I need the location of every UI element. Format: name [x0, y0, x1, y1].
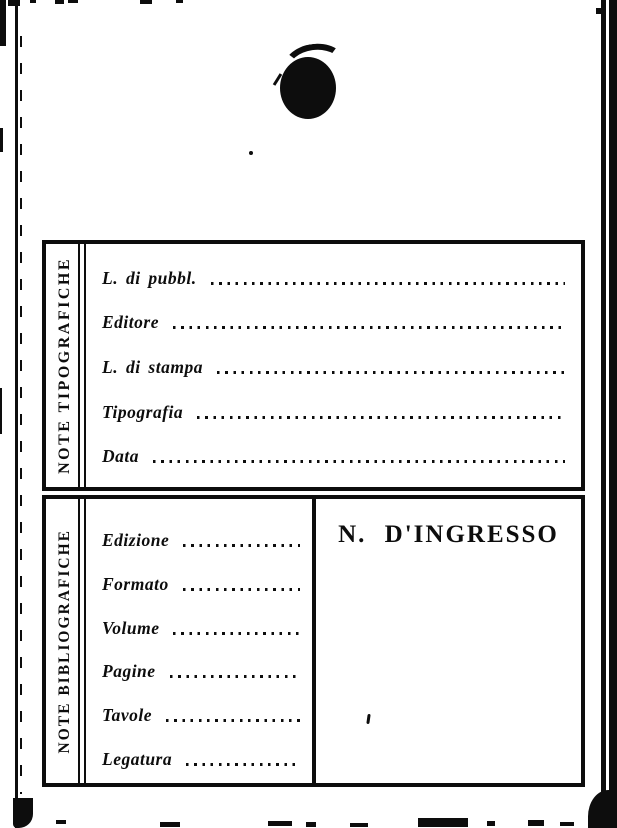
field-label: Tavole — [102, 704, 152, 725]
scan-artifact — [528, 820, 544, 826]
field-label: Pagine — [102, 661, 156, 682]
scan-artifact — [15, 0, 18, 828]
field-label: Volume — [102, 617, 160, 638]
scan-artifact — [0, 388, 2, 434]
scan-artifact — [268, 821, 292, 826]
scan-artifact — [8, 0, 20, 6]
bibliographic-notes-box — [42, 495, 585, 787]
scan-artifact — [68, 0, 78, 3]
stray-ink-dot — [249, 151, 253, 155]
typographic-section-label: NOTE TIPOGRAFICHE — [56, 257, 73, 474]
dotted-fill-line — [173, 326, 565, 329]
scan-artifact — [56, 820, 66, 824]
dotted-fill-line — [170, 675, 300, 678]
dotted-fill-line — [211, 282, 565, 285]
dotted-fill-line — [183, 544, 300, 547]
scan-artifact — [176, 0, 183, 3]
scan-artifact — [418, 818, 468, 827]
ingresso-heading: N. D'INGRESSO — [338, 521, 559, 548]
scan-artifact — [0, 128, 3, 152]
field-label: Edizione — [102, 530, 170, 551]
scan-artifact — [55, 0, 64, 4]
scan-artifact — [350, 823, 368, 827]
scan-artifact — [160, 822, 180, 827]
field-row-volume — [102, 618, 300, 639]
dotted-fill-line — [183, 588, 300, 591]
dotted-fill-line — [166, 719, 300, 722]
scan-artifact — [596, 8, 601, 14]
field-row-tipografia — [102, 402, 565, 423]
field-row-l-di-stampa — [102, 357, 565, 378]
field-row-l-di-pubbl — [102, 268, 565, 289]
field-label: Formato — [102, 573, 169, 594]
ingresso-panel — [316, 499, 581, 783]
bibliographic-fields — [86, 499, 312, 783]
field-row-tavole — [102, 705, 300, 726]
scan-artifact — [487, 821, 495, 826]
scan-artifact — [588, 790, 617, 828]
typographic-section-label-column — [46, 244, 86, 487]
field-row-formato — [102, 574, 300, 595]
field-row-editore — [102, 312, 565, 333]
scan-artifact — [140, 0, 152, 4]
hole-punch-rim-arc — [281, 40, 347, 84]
bibliographic-section-label-column — [46, 499, 86, 783]
dotted-fill-line — [217, 371, 565, 374]
typographic-fields — [86, 244, 581, 487]
field-label: Editore — [102, 312, 159, 333]
field-label: Legatura — [102, 748, 173, 769]
scan-artifact — [20, 36, 22, 794]
dotted-fill-line — [173, 632, 300, 635]
scan-artifact — [601, 0, 606, 828]
field-row-pagine — [102, 661, 300, 682]
dotted-fill-line — [186, 763, 300, 766]
dotted-fill-line — [153, 460, 565, 463]
dotted-fill-line — [197, 416, 565, 419]
field-label: L. di pubbl. — [102, 267, 197, 288]
scan-artifact — [609, 0, 617, 828]
scan-artifact — [306, 822, 316, 827]
scan-artifact — [560, 822, 574, 826]
field-row-legatura — [102, 749, 300, 770]
field-label: Data — [102, 446, 139, 467]
scan-artifact — [30, 0, 36, 3]
field-row-edizione — [102, 530, 300, 551]
field-row-data — [102, 446, 565, 467]
scan-artifact — [13, 798, 33, 828]
field-label: L. di stampa — [102, 356, 203, 377]
scan-artifact — [0, 0, 6, 46]
typographic-notes-box — [42, 240, 585, 491]
bibliographic-section-label: NOTE BIBLIOGRAFICHE — [56, 528, 73, 754]
field-label: Tipografia — [102, 401, 184, 422]
